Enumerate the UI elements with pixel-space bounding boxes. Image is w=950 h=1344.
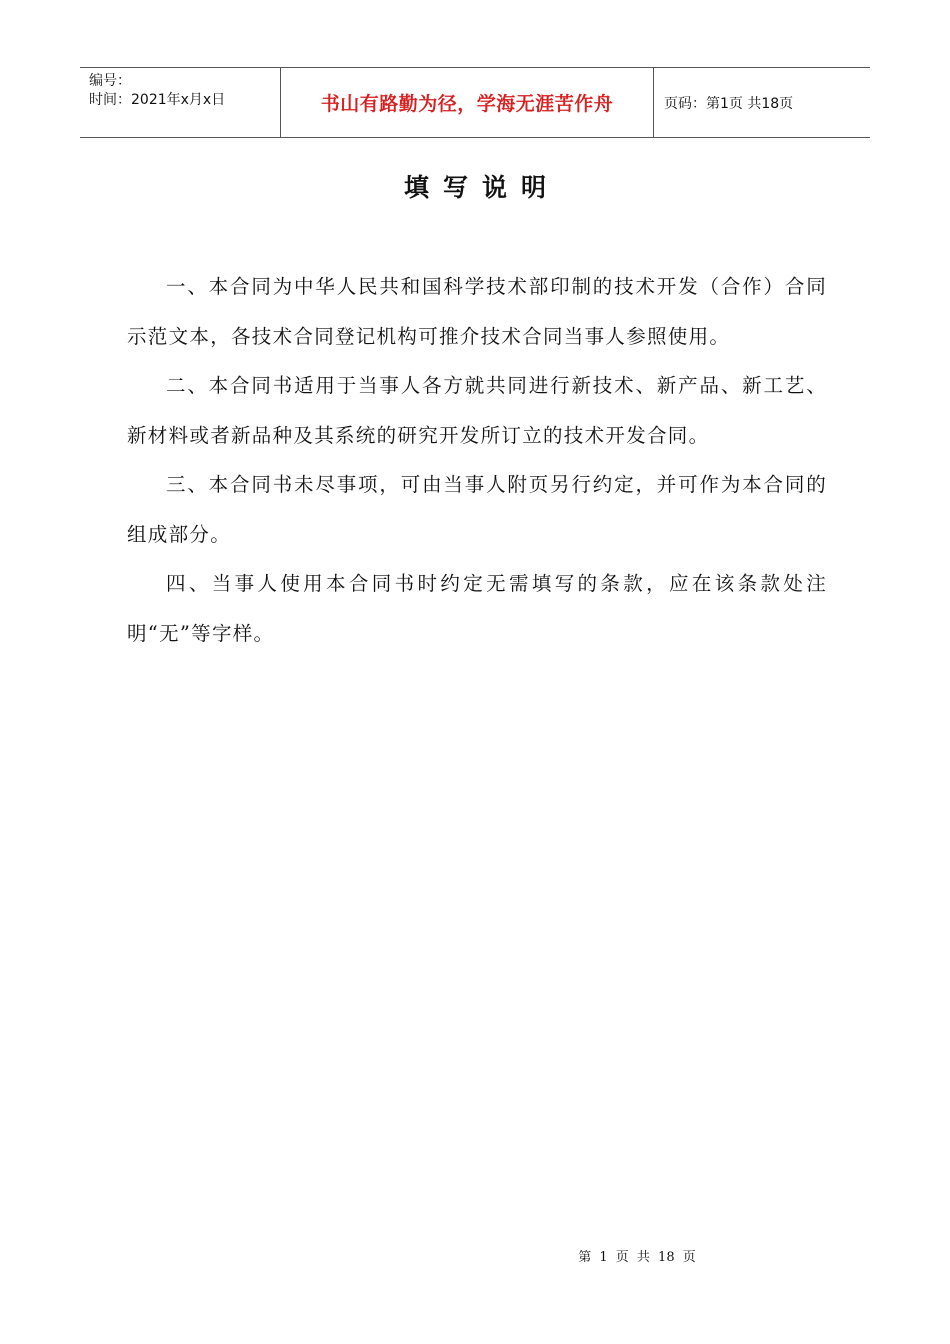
paragraph-3: 三、本合同书未尽事项，可由当事人附页另行约定，并可作为本合同的组成部分。 <box>127 473 827 546</box>
paragraph-4: 四、当事人使用本合同书时约定无需填写的条款，应在该条款处注明“无”等字样。 <box>127 572 827 645</box>
instructions-body <box>127 262 827 658</box>
date-label: 时间：2021年x月x日 <box>89 92 226 108</box>
paragraph-1: 一、本合同为中华人民共和国科学技术部印制的技术开发（合作）合同示范文本，各技术合同登记机构可推介技术合同当事人参照使用。 <box>127 275 827 348</box>
motto-text: 书山有路勤为径，学海无涯苦作舟 <box>320 93 614 115</box>
page-info-text: 页码：第1页 共18页 <box>664 95 794 112</box>
document-header <box>80 67 870 138</box>
paragraph-2: 二、本合同书适用于当事人各方就共同进行新技术、新产品、新工艺、新材料或者新品种及其系统的研究开发所订立的技术开发合同。 <box>127 374 827 447</box>
serial-number-label: 编号： <box>89 73 131 89</box>
header-meta-cell <box>80 68 281 137</box>
page-title: 填写说明 <box>403 173 560 202</box>
page-footer <box>0 1246 950 1265</box>
header-page-cell <box>654 68 870 137</box>
header-motto-cell <box>281 68 654 137</box>
footer-page-number: 第 1 页 共 18 页 <box>578 1250 696 1265</box>
